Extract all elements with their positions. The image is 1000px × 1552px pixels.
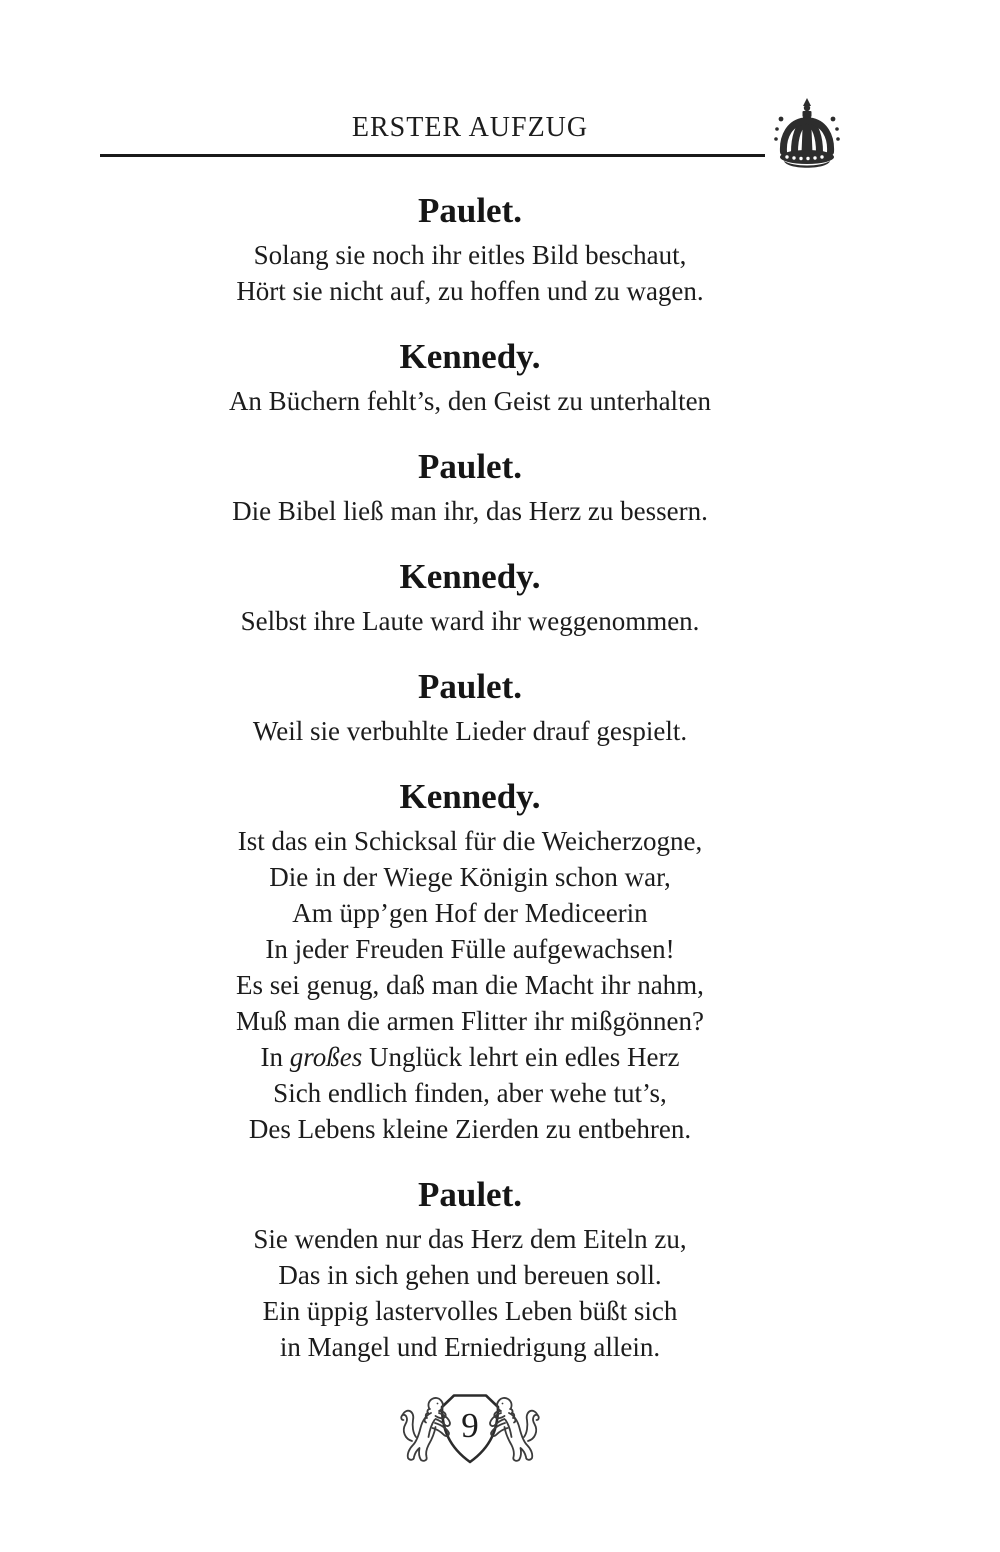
speaker-heading: Paulet.	[417, 1175, 522, 1214]
verse-line: Am üpp’gen Hof der Mediceerin	[292, 898, 648, 928]
page-header-title: ERSTER AUFZUG	[351, 112, 589, 143]
verse-line: Die in der Wiege Königin schon war,	[269, 862, 671, 892]
speech-block	[0, 559, 940, 639]
speech-block	[0, 669, 940, 749]
verse-line: Des Lebens kleine Zierden zu entbehren.	[248, 1114, 692, 1144]
speech-block	[0, 449, 940, 529]
verse-line: Das in sich gehen und bereuen soll.	[278, 1260, 662, 1290]
verse-line-with-italic	[0, 1039, 940, 1075]
speech-block	[0, 193, 940, 309]
lion-icon	[489, 1393, 541, 1470]
verse-segment: In	[260, 1042, 290, 1072]
verse-line: In jeder Freuden Fülle aufgewachsen!	[265, 934, 675, 964]
verse-line: Sie wenden nur das Herz dem Eiteln zu,	[253, 1224, 687, 1254]
speech-block	[0, 779, 940, 1147]
page-number-ornament	[0, 1391, 940, 1471]
verse-line: Selbst ihre Laute ward ihr weggenommen.	[240, 606, 700, 636]
verse-line: Muß man die armen Flitter ihr mißgönnen?	[236, 1006, 704, 1036]
speaker-heading: Paulet.	[417, 191, 522, 230]
speaker-heading: Kennedy.	[399, 557, 541, 596]
speaker-heading: Kennedy.	[399, 337, 541, 376]
verse-line: Ist das ein Schicksal für die Weicherzogne,	[237, 826, 703, 856]
verse-segment: Unglück lehrt ein edles Herz	[362, 1042, 680, 1072]
verse-line: in Mangel und Erniedrigung allein.	[279, 1332, 661, 1362]
verse-segment-italic: großes	[289, 1042, 363, 1072]
lion-icon	[399, 1393, 451, 1470]
verse-line: Ein üppig lastervolles Leben büßt sich	[262, 1296, 678, 1326]
verse-line: Die Bibel ließ man ihr, das Herz zu bessern.	[232, 496, 708, 526]
verse-line: Es sei genug, daß man die Macht ihr nahm,	[236, 970, 704, 1000]
verse-line: Weil sie verbuhlte Lieder drauf gespielt.	[252, 716, 688, 746]
page-number: 9	[461, 1406, 479, 1445]
speaker-heading: Kennedy.	[399, 777, 541, 816]
verse-line: Solang sie noch ihr eitles Bild beschaut,	[253, 240, 687, 270]
verse-line: Sich endlich finden, aber wehe tut’s,	[273, 1078, 667, 1108]
page-body	[0, 157, 940, 1471]
speaker-heading: Paulet.	[417, 447, 522, 486]
verse-line: Hört sie nicht auf, zu hoffen und zu wagen.	[236, 276, 704, 306]
verse-line: An Büchern fehlt’s, den Geist zu unterhalten	[228, 386, 712, 416]
speech-block	[0, 339, 940, 419]
speaker-heading: Paulet.	[417, 667, 522, 706]
speech-block	[0, 1177, 940, 1365]
